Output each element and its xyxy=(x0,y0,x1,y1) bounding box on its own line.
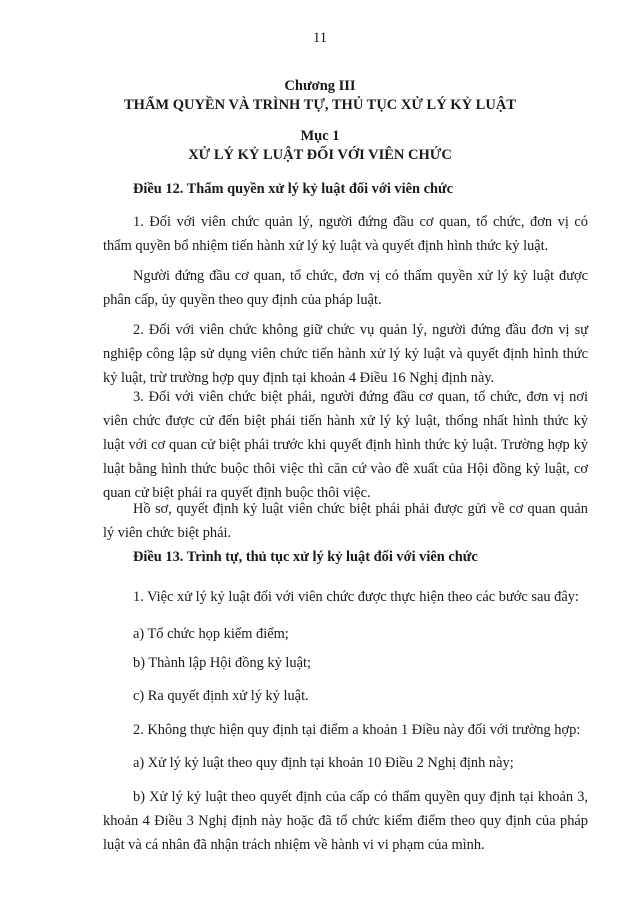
article-12-heading: Điều 12. Thẩm quyền xử lý kỷ luật đối với viên chức xyxy=(133,181,454,197)
chapter-title: THẨM QUYỀN VÀ TRÌNH TỰ, THỦ TỤC XỬ LÝ KỶ LUẬT xyxy=(124,97,516,113)
section-label: Mục 1 xyxy=(300,128,340,144)
chapter-heading xyxy=(0,77,640,115)
article-13-paragraph-2-item-a: a) Xử lý kỷ luật theo quy định tại khoản 10 Điều 2 Nghị định này; xyxy=(133,755,514,771)
chapter-label: Chương III xyxy=(284,78,356,94)
article-13-paragraph-1: 1. Việc xử lý kỷ luật đối với viên chức được thực hiện theo các bước sau đây: xyxy=(133,589,579,605)
article-12-paragraph-5: Hồ sơ, quyết định kỷ luật viên chức biệt phái phải được gửi về cơ quan quản lý viên chức biệt phái. xyxy=(103,501,588,541)
page-number: 11 xyxy=(313,30,327,46)
section-title: XỬ LÝ KỶ LUẬT ĐỐI VỚI VIÊN CHỨC xyxy=(188,147,452,163)
article-13-heading: Điều 13. Trình tự, thủ tục xử lý kỷ luật đối với viên chức xyxy=(133,549,478,565)
article-12-paragraph-1: 1. Đối với viên chức quản lý, người đứng đầu cơ quan, tổ chức, đơn vị có thẩm quyền bổ nhiệm tiến hành xử lý kỷ luật và quyết định hình thức kỷ luật. xyxy=(103,214,588,254)
article-13-item-c: c) Ra quyết định xử lý kỷ luật. xyxy=(133,688,309,704)
article-12-paragraph-4: 3. Đối với viên chức biệt phái, người đứng đầu cơ quan, tổ chức, đơn vị nơi viên chức được cử đến biệt phái tiến hành xử lý kỷ luật, thống nhất hình thức kỷ luật với cơ quan cử biệt phái trước khi quyết định hình thức kỷ luật. Trường hợp kỷ luật bằng hình thức buộc thôi việc thì căn cứ vào đề xuất của Hội đồng kỷ luật, cơ quan cử biệt phái ra quyết định buộc thôi việc. xyxy=(103,389,588,501)
article-12-paragraph-3: 2. Đối với viên chức không giữ chức vụ quản lý, người đứng đầu đơn vị sự nghiệp công lập sử dụng viên chức tiến hành xử lý kỷ luật và quyết định hình thức kỷ luật, trừ trường hợp quy định tại khoản 4 Điều 16 Nghị định này. xyxy=(103,322,588,386)
article-13-item-a: a) Tổ chức họp kiểm điểm; xyxy=(133,626,289,642)
section-heading xyxy=(0,127,640,165)
article-13-item-b: b) Thành lập Hội đồng kỷ luật; xyxy=(133,655,311,671)
article-13-paragraph-2-item-b: b) Xử lý kỷ luật theo quyết định của cấp có thẩm quyền quy định tại khoản 3, khoản 4 Điều 3 Nghị định này hoặc đã tổ chức kiểm điểm theo quy định của pháp luật và cá nhân đã nhận trách nhiệm về hành vi vi phạm của mình. xyxy=(103,789,588,853)
article-12-paragraph-2: Người đứng đầu cơ quan, tổ chức, đơn vị có thẩm quyền xử lý kỷ luật được phân cấp, ủy quyền theo quy định của pháp luật. xyxy=(103,268,588,308)
article-13-paragraph-2: 2. Không thực hiện quy định tại điểm a khoản 1 Điều này đối với trường hợp: xyxy=(133,722,581,738)
